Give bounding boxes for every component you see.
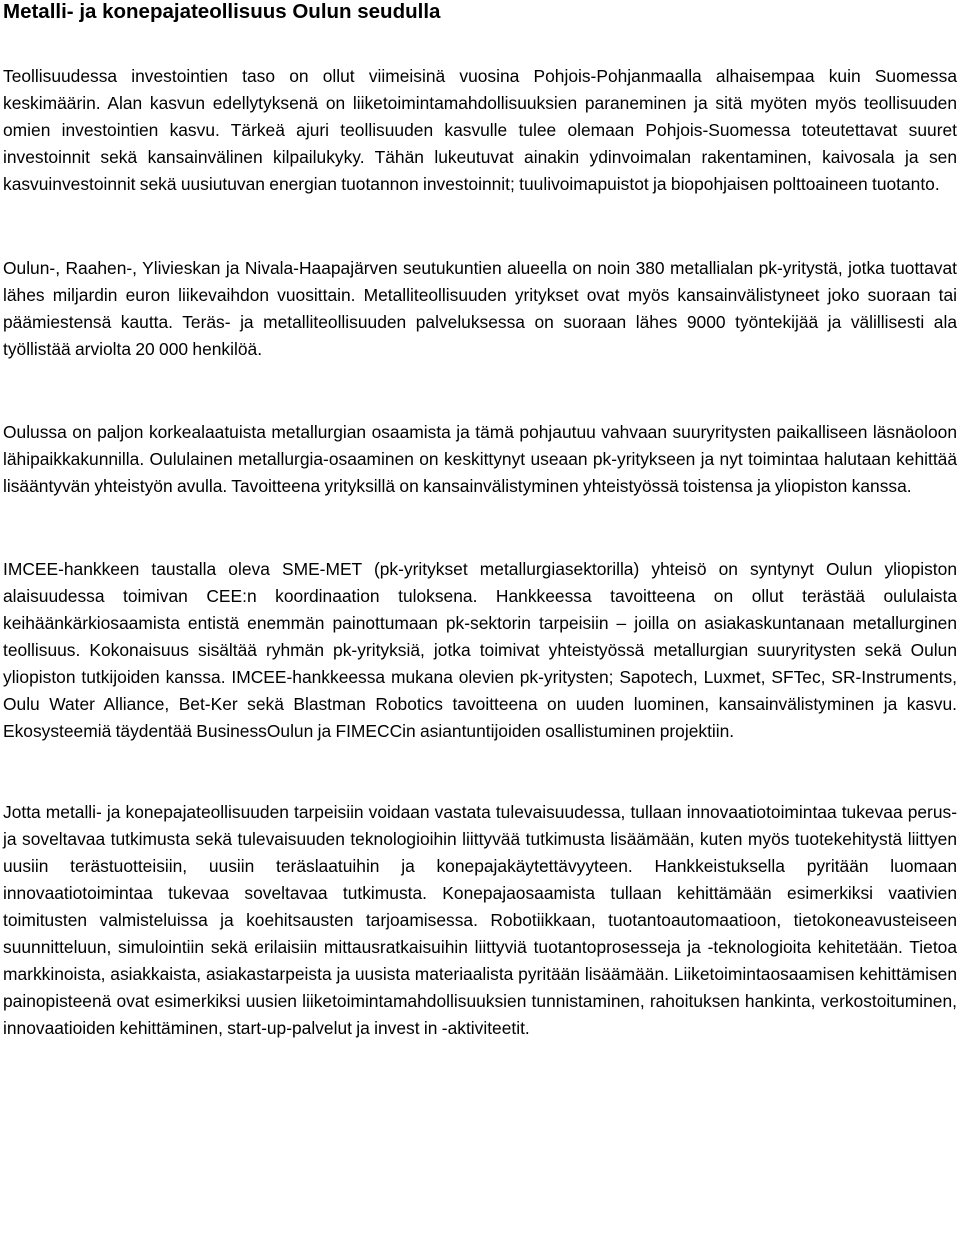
document-page [3, 0, 957, 1042]
document-title: Metalli- ja konepajateollisuus Oulun seudulla [3, 0, 441, 23]
paragraph-metallurgy-expertise: Oulussa on paljon korkealaatuista metallurgian osaamista ja tämä pohjautuu vahvaan suuryritysten paikalliseen läsnäoloon lähipaikkakunnilla. Oululainen metallurgia-osaaminen on keskittynyt useaan pk-yritykseen ja nyt toimintaa halutaan kehittää lisääntyvän yhteistyön avulla. Tavoitteena yrityksillä on kansainvälistyminen yhteistyössä toistensa ja yliopiston kanssa. [3, 422, 957, 496]
paragraph-future-development: Jotta metalli- ja konepajateollisuuden tarpeisiin voidaan vastata tulevaisuudessa, tullaan innovaatiotoimintaa tukevaa perus- ja soveltavaa tutkimusta sekä tulevaisuuden teknologioihin liittyvää tutkimusta lisäämään, kuten myös tuotekehitystä liittyen uusiin terästuotteisiin, uusiin teräslaatuihin ja konepajakäytettävyyteen. Hankkeistuksella pyritään luomaan innovaatiotoimintaa tukevaa soveltavaa tutkimusta. Konepajaosaamista tullaan kehittämään esimerkiksi vaativien toimitusten valmisteluissa ja koehitsausten tarjoamisessa. Robotiikkaan, tuotantoautomaatioon, tietokoneavusteiseen suunnitteluun, simulointiin sekä erilaisiin mittausratkaisuihin liittyviä tuotantoprosesseja ja -teknologioita kehitetään. Tietoa markkinoista, asiakkaista, asiakastarpeista ja uusista materiaalista pyritään lisäämään. Liiketoimintaosaamisen kehittämisen painopisteenä ovat esimerkiksi uusien liiketoimintamahdollisuuksien tunnistaminen, rahoituksen hankinta, verkostoituminen, innovaatioiden kehittäminen, start-up-palvelut ja invest in -aktiviteetit. [3, 802, 957, 1038]
paragraph-imcee-project: IMCEE-hankkeen taustalla oleva SME-MET (pk-yritykset metallurgiasektorilla) yhteisö on syntynyt Oulun yliopiston alaisuudessa toimivan CEE:n koordinaation tuloksena. Hankkeessa tavoitteena on ollut terästää oululaista keihäänkärkiosaamista entistä enemmän painottumaan pk-sektorin tarpeisiin – joilla on asiakaskuntanaan metallurginen teollisuus. Kokonaisuus sisältää ryhmän pk-yrityksiä, jotka toimivat yhteistyössä metallurgian suuryritysten sekä Oulun yliopiston tutkijoiden kanssa. IMCEE-hankkeessa mukana olevien pk-yritysten; Sapotech, Luxmet, SFTec, SR-Instruments, Oulu Water Alliance, Bet-Ker sekä Blastman Robotics tavoitteena on uuden luominen, kansainvälistyminen ja kasvu. Ekosysteemiä täydentää BusinessOulun ja FIMECCin asiantuntijoiden osallistuminen projektiin. [3, 559, 957, 741]
paragraph-investments: Teollisuudessa investointien taso on ollut viimeisinä vuosina Pohjois-Pohjanmaalla alhaisempaa kuin Suomessa keskimäärin. Alan kasvun edellytyksenä on liiketoimintamahdollisuuksien paraneminen ja sitä myöten myös teollisuuden omien investointien kasvu. Tärkeä ajuri teollisuuden kasvulle tulee olemaan Pohjois-Suomessa toteutettavat suuret investoinnit sekä kansainvälinen kilpailukyky. Tähän lukeutuvat ainakin ydinvoimalan rakentaminen, kaivosala ja sen kasvuinvestoinnit sekä uusiutuvan energian tuotannon investoinnit; tuulivoimapuistot ja biopohjaisen polttoaineen tuotanto. [3, 66, 957, 194]
paragraph-metal-companies: Oulun-, Raahen-, Ylivieskan ja Nivala-Haapajärven seutukuntien alueella on noin 380 metallialan pk-yritystä, jotka tuottavat lähes miljardin euron liikevaihdon vuosittain. Metalliteollisuuden yritykset ovat myös kansainvälistyneet joko suoraan tai päämiestensä kautta. Teräs- ja metalliteollisuuden palveluksessa on suoraan lähes 9000 työntekijää ja välillisesti ala työllistää arviolta 20 000 henkilöä. [3, 258, 957, 359]
